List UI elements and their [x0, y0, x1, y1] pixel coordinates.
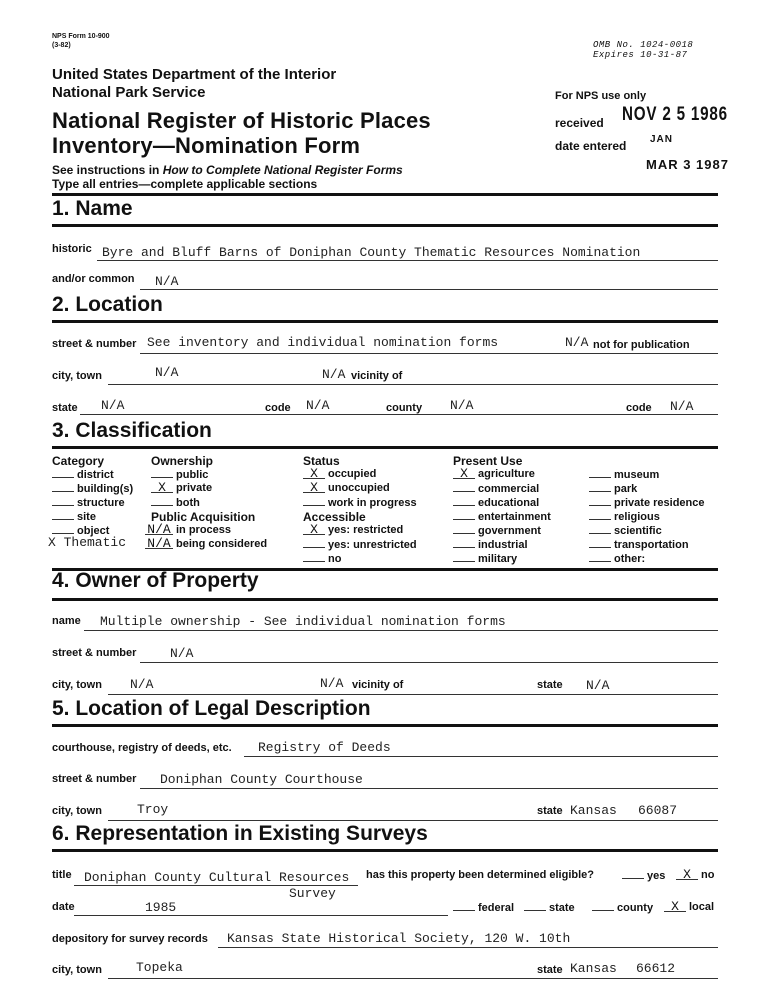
checkbox[interactable]: [453, 552, 475, 562]
checkbox[interactable]: [52, 524, 74, 534]
level-local[interactable]: X local: [664, 901, 714, 913]
option-label: public: [176, 469, 209, 481]
s3.use_col1-option[interactable]: [453, 482, 539, 495]
form-subtitle: Inventory—Nomination Form: [52, 133, 361, 158]
ownership-heading: Ownership: [151, 454, 214, 468]
section-rule: [52, 224, 718, 227]
checkbox[interactable]: X: [303, 525, 325, 535]
public-acquisition-heading: Public Acquisition: [151, 510, 256, 524]
owner-name-field[interactable]: Multiple ownership - See individual nomination forms: [100, 614, 506, 629]
option-label: agriculture: [478, 468, 535, 480]
s3.use_col1-option[interactable]: [453, 510, 551, 523]
field-line: [140, 662, 718, 663]
depository-state-label: state: [537, 964, 563, 976]
section-6-heading: 6. Representation in Existing Surveys: [52, 822, 428, 845]
option-label: work in progress: [328, 497, 417, 509]
checkbox[interactable]: [453, 524, 475, 534]
not-for-publication-mark[interactable]: N/A: [565, 335, 589, 350]
not-for-publication-label: not for publication: [593, 339, 690, 351]
option-label: no: [328, 553, 342, 565]
legal-city-label: city, town: [52, 805, 102, 817]
owner-state-label: state: [537, 679, 563, 691]
section-4-heading: 4. Owner of Property: [52, 569, 259, 592]
checkbox[interactable]: N/A: [145, 525, 173, 535]
option-label: transportation: [614, 539, 689, 551]
owner-name-label: name: [52, 615, 81, 627]
entered-stamp: MAR 3 1987: [646, 157, 729, 172]
checkbox[interactable]: [303, 496, 325, 506]
checkbox[interactable]: X: [453, 469, 475, 479]
option-label: entertainment: [478, 511, 551, 523]
checkbox[interactable]: X: [303, 483, 325, 493]
checkbox[interactable]: N/A: [145, 539, 173, 549]
s3.category-option[interactable]: [52, 482, 133, 495]
s3.use_col1-option[interactable]: [453, 468, 535, 480]
eligible-label: has this property been determined eligible?: [366, 869, 594, 881]
status-heading: Status: [303, 454, 340, 468]
option-label: military: [478, 553, 518, 565]
checkbox[interactable]: [589, 510, 611, 520]
option-label: commercial: [478, 483, 540, 495]
instructions-line1: See instructions in How to Complete National Register Forms: [52, 163, 403, 177]
section-rule: [52, 193, 718, 196]
section-3-heading: 3. Classification: [52, 419, 212, 442]
depository-field[interactable]: Kansas State Historical Society, 120 W. 10th: [227, 931, 571, 946]
code-field[interactable]: N/A: [306, 398, 330, 413]
legal-state-field[interactable]: Kansas: [570, 803, 617, 818]
present-use-heading: Present Use: [453, 454, 523, 468]
state-field[interactable]: N/A: [101, 398, 125, 413]
field-line: [244, 756, 718, 757]
s3.use_col2-option[interactable]: [589, 552, 645, 565]
state-label: state: [52, 402, 78, 414]
level-county[interactable]: county: [592, 901, 653, 914]
checkbox[interactable]: [589, 496, 611, 506]
s3.use_col2-option[interactable]: [589, 468, 659, 481]
entered-stamp-faint: JAN: [650, 134, 674, 145]
eligible-no[interactable]: X no: [676, 869, 714, 881]
section-rule: [52, 849, 718, 852]
instructions-line2: Type all entries—complete applicable sections: [52, 177, 318, 191]
option-label: site: [77, 511, 96, 523]
option-label: industrial: [478, 539, 528, 551]
survey-title-field-cont[interactable]: Survey: [289, 886, 336, 901]
option-label: scientific: [614, 525, 662, 537]
legal-state-label: state: [537, 805, 563, 817]
s3.status-option[interactable]: [303, 496, 417, 509]
level-state[interactable]: state: [524, 901, 575, 914]
s3.use_col1-option[interactable]: [453, 496, 539, 509]
s3.accessible-option[interactable]: [303, 538, 417, 551]
s3.accessible-option[interactable]: [303, 552, 341, 565]
checkbox[interactable]: [52, 482, 74, 492]
section-1-heading: 1. Name: [52, 197, 133, 220]
section-5-heading: 5. Location of Legal Description: [52, 697, 371, 720]
county-field[interactable]: N/A: [450, 398, 474, 413]
option-label: district: [77, 469, 114, 481]
s3.use_col1-option[interactable]: [453, 538, 528, 551]
omb-number: OMB No. 1024-0018: [593, 40, 694, 50]
checkbox[interactable]: [453, 901, 475, 911]
street-label: street & number: [52, 338, 137, 350]
form-revision: (3-82): [52, 42, 71, 49]
option-label: yes: unrestricted: [328, 539, 417, 551]
s3.category-option[interactable]: [52, 510, 96, 523]
owner-city-label: city, town: [52, 679, 102, 691]
s3.use_col2-option[interactable]: [589, 538, 689, 551]
checkbox[interactable]: [589, 468, 611, 478]
nps-use-heading: For NPS use only: [555, 90, 647, 102]
city-label: city, town: [52, 370, 102, 382]
field-line: [108, 384, 718, 385]
common-name-field[interactable]: N/A: [155, 274, 179, 289]
accessible-heading: Accessible: [303, 510, 366, 524]
field-line: [140, 788, 718, 789]
option-label: religious: [614, 511, 660, 523]
field-line: [84, 630, 718, 631]
survey-date-label: date: [52, 901, 75, 913]
checkbox[interactable]: [592, 901, 614, 911]
s3.ownership-option[interactable]: [151, 482, 212, 494]
owner-city-field[interactable]: N/A: [130, 677, 154, 692]
s3.status-option[interactable]: [303, 482, 390, 494]
field-line: [80, 414, 718, 415]
checkbox[interactable]: X: [151, 483, 173, 493]
checkbox[interactable]: X: [676, 870, 698, 880]
section-rule: [52, 446, 718, 449]
checkbox[interactable]: [52, 468, 74, 478]
checkbox[interactable]: X: [664, 902, 686, 912]
option-label: private residence: [614, 497, 705, 509]
county-label: county: [386, 402, 423, 414]
owner-state-field[interactable]: N/A: [586, 678, 610, 693]
owner-vicinity-mark[interactable]: N/A: [320, 676, 344, 691]
survey-date-field[interactable]: 1985: [145, 900, 177, 915]
option-label: structure: [77, 497, 125, 509]
historic-label: historic: [52, 243, 92, 255]
vicinity-mark[interactable]: N/A: [322, 367, 346, 382]
date-entered-label: date entered: [555, 139, 627, 153]
s3.ownership-option[interactable]: [151, 496, 200, 509]
received-label: received: [555, 116, 604, 130]
omb-expires: Expires 10-31-87: [593, 50, 688, 60]
option-label: in process: [176, 524, 232, 536]
option-label: both: [176, 497, 200, 509]
agency-department: United States Department of the Interior: [52, 66, 337, 83]
option-label: occupied: [328, 468, 377, 480]
survey-title-label: title: [52, 869, 72, 881]
checkbox[interactable]: [303, 552, 325, 562]
courthouse-label: courthouse, registry of deeds, etc.: [52, 742, 232, 754]
depository-city-field[interactable]: Topeka: [136, 960, 183, 975]
form-number: NPS Form 10-900: [52, 33, 110, 40]
s3.use_col2-option[interactable]: [589, 482, 637, 495]
owner-street-label: street & number: [52, 647, 137, 659]
option-label: being considered: [176, 538, 268, 550]
eligible-yes[interactable]: yes: [622, 869, 665, 882]
s3.pa-option[interactable]: [145, 524, 231, 536]
s3.pa-option[interactable]: [145, 538, 267, 550]
legal-street-label: street & number: [52, 773, 137, 785]
field-line: [108, 694, 718, 695]
option-label: educational: [478, 497, 540, 509]
field-line: [108, 820, 718, 821]
checkbox[interactable]: [589, 524, 611, 534]
form-title: National Register of Historic Places: [52, 108, 431, 133]
option-label: government: [478, 525, 541, 537]
option-label: object: [77, 525, 110, 537]
county-code-field[interactable]: N/A: [670, 399, 694, 414]
legal-zip-field[interactable]: 66087: [638, 803, 678, 818]
depository-state-field[interactable]: Kansas: [570, 961, 617, 976]
option-label: unoccupied: [328, 482, 390, 494]
owner-street-field[interactable]: N/A: [170, 646, 194, 661]
field-line: [74, 915, 448, 916]
s3.use_col2-option[interactable]: [589, 496, 705, 509]
field-line: [108, 978, 718, 979]
vicinity-label: vicinity of: [351, 370, 403, 382]
s3.use_col1-option[interactable]: [453, 524, 541, 537]
option-label: yes: restricted: [328, 524, 404, 536]
legal-street-field[interactable]: Doniphan County Courthouse: [160, 772, 363, 787]
county-code-label: code: [626, 402, 652, 414]
checkbox[interactable]: [453, 496, 475, 506]
option-label: building(s): [77, 483, 134, 495]
courthouse-field[interactable]: Registry of Deeds: [258, 740, 391, 755]
common-label: and/or common: [52, 273, 135, 285]
checkbox[interactable]: [52, 510, 74, 520]
section-rule: [52, 724, 718, 727]
checkbox[interactable]: [589, 552, 611, 562]
s3.status-option[interactable]: [303, 468, 376, 480]
checkbox[interactable]: [589, 538, 611, 548]
field-line: [140, 289, 718, 290]
checkbox[interactable]: [151, 468, 173, 478]
code-label: code: [265, 402, 291, 414]
checkbox[interactable]: [303, 538, 325, 548]
checkbox[interactable]: [524, 901, 546, 911]
depository-city-label: city, town: [52, 964, 102, 976]
historic-name-field[interactable]: Byre and Bluff Barns of Doniphan County Thematic Resources Nomination: [102, 245, 641, 260]
section-rule: [52, 598, 718, 601]
s3.use_col2-option[interactable]: [589, 524, 662, 537]
s3.category-option[interactable]: [52, 468, 114, 481]
section-2-heading: 2. Location: [52, 293, 163, 316]
checkbox[interactable]: X: [303, 469, 325, 479]
checkbox[interactable]: [622, 869, 644, 879]
checkbox[interactable]: [453, 538, 475, 548]
option-label: park: [614, 483, 638, 495]
city-field[interactable]: N/A: [155, 365, 179, 380]
checkbox[interactable]: [52, 496, 74, 506]
field-line: [218, 947, 718, 948]
depository-zip-field[interactable]: 66612: [636, 961, 676, 976]
checkbox[interactable]: [589, 482, 611, 492]
field-line: [140, 353, 718, 354]
option-label: other:: [614, 553, 646, 565]
checkbox[interactable]: [453, 510, 475, 520]
field-line: [97, 260, 718, 261]
owner-vicinity-label: vicinity of: [352, 679, 404, 691]
legal-city-field[interactable]: Troy: [137, 802, 169, 817]
level-federal[interactable]: federal: [453, 901, 514, 914]
survey-title-field[interactable]: Doniphan County Cultural Resources: [84, 870, 350, 885]
category-heading: Category: [52, 454, 105, 468]
checkbox[interactable]: [151, 496, 173, 506]
section-rule: [52, 320, 718, 323]
checkbox[interactable]: [453, 482, 475, 492]
category-thematic-field[interactable]: X Thematic: [48, 535, 127, 550]
s3.use_col1-option[interactable]: [453, 552, 517, 565]
agency-service: National Park Service: [52, 84, 206, 101]
s3.use_col2-option[interactable]: [589, 510, 660, 523]
s3.accessible-option[interactable]: [303, 524, 403, 536]
s3.category-option[interactable]: [52, 496, 125, 509]
street-field[interactable]: See inventory and individual nomination forms: [147, 335, 499, 350]
option-label: private: [176, 482, 213, 494]
depository-label: depository for survey records: [52, 933, 208, 945]
received-stamp: NOV 2 5 1986: [622, 104, 728, 125]
option-label: museum: [614, 469, 660, 481]
